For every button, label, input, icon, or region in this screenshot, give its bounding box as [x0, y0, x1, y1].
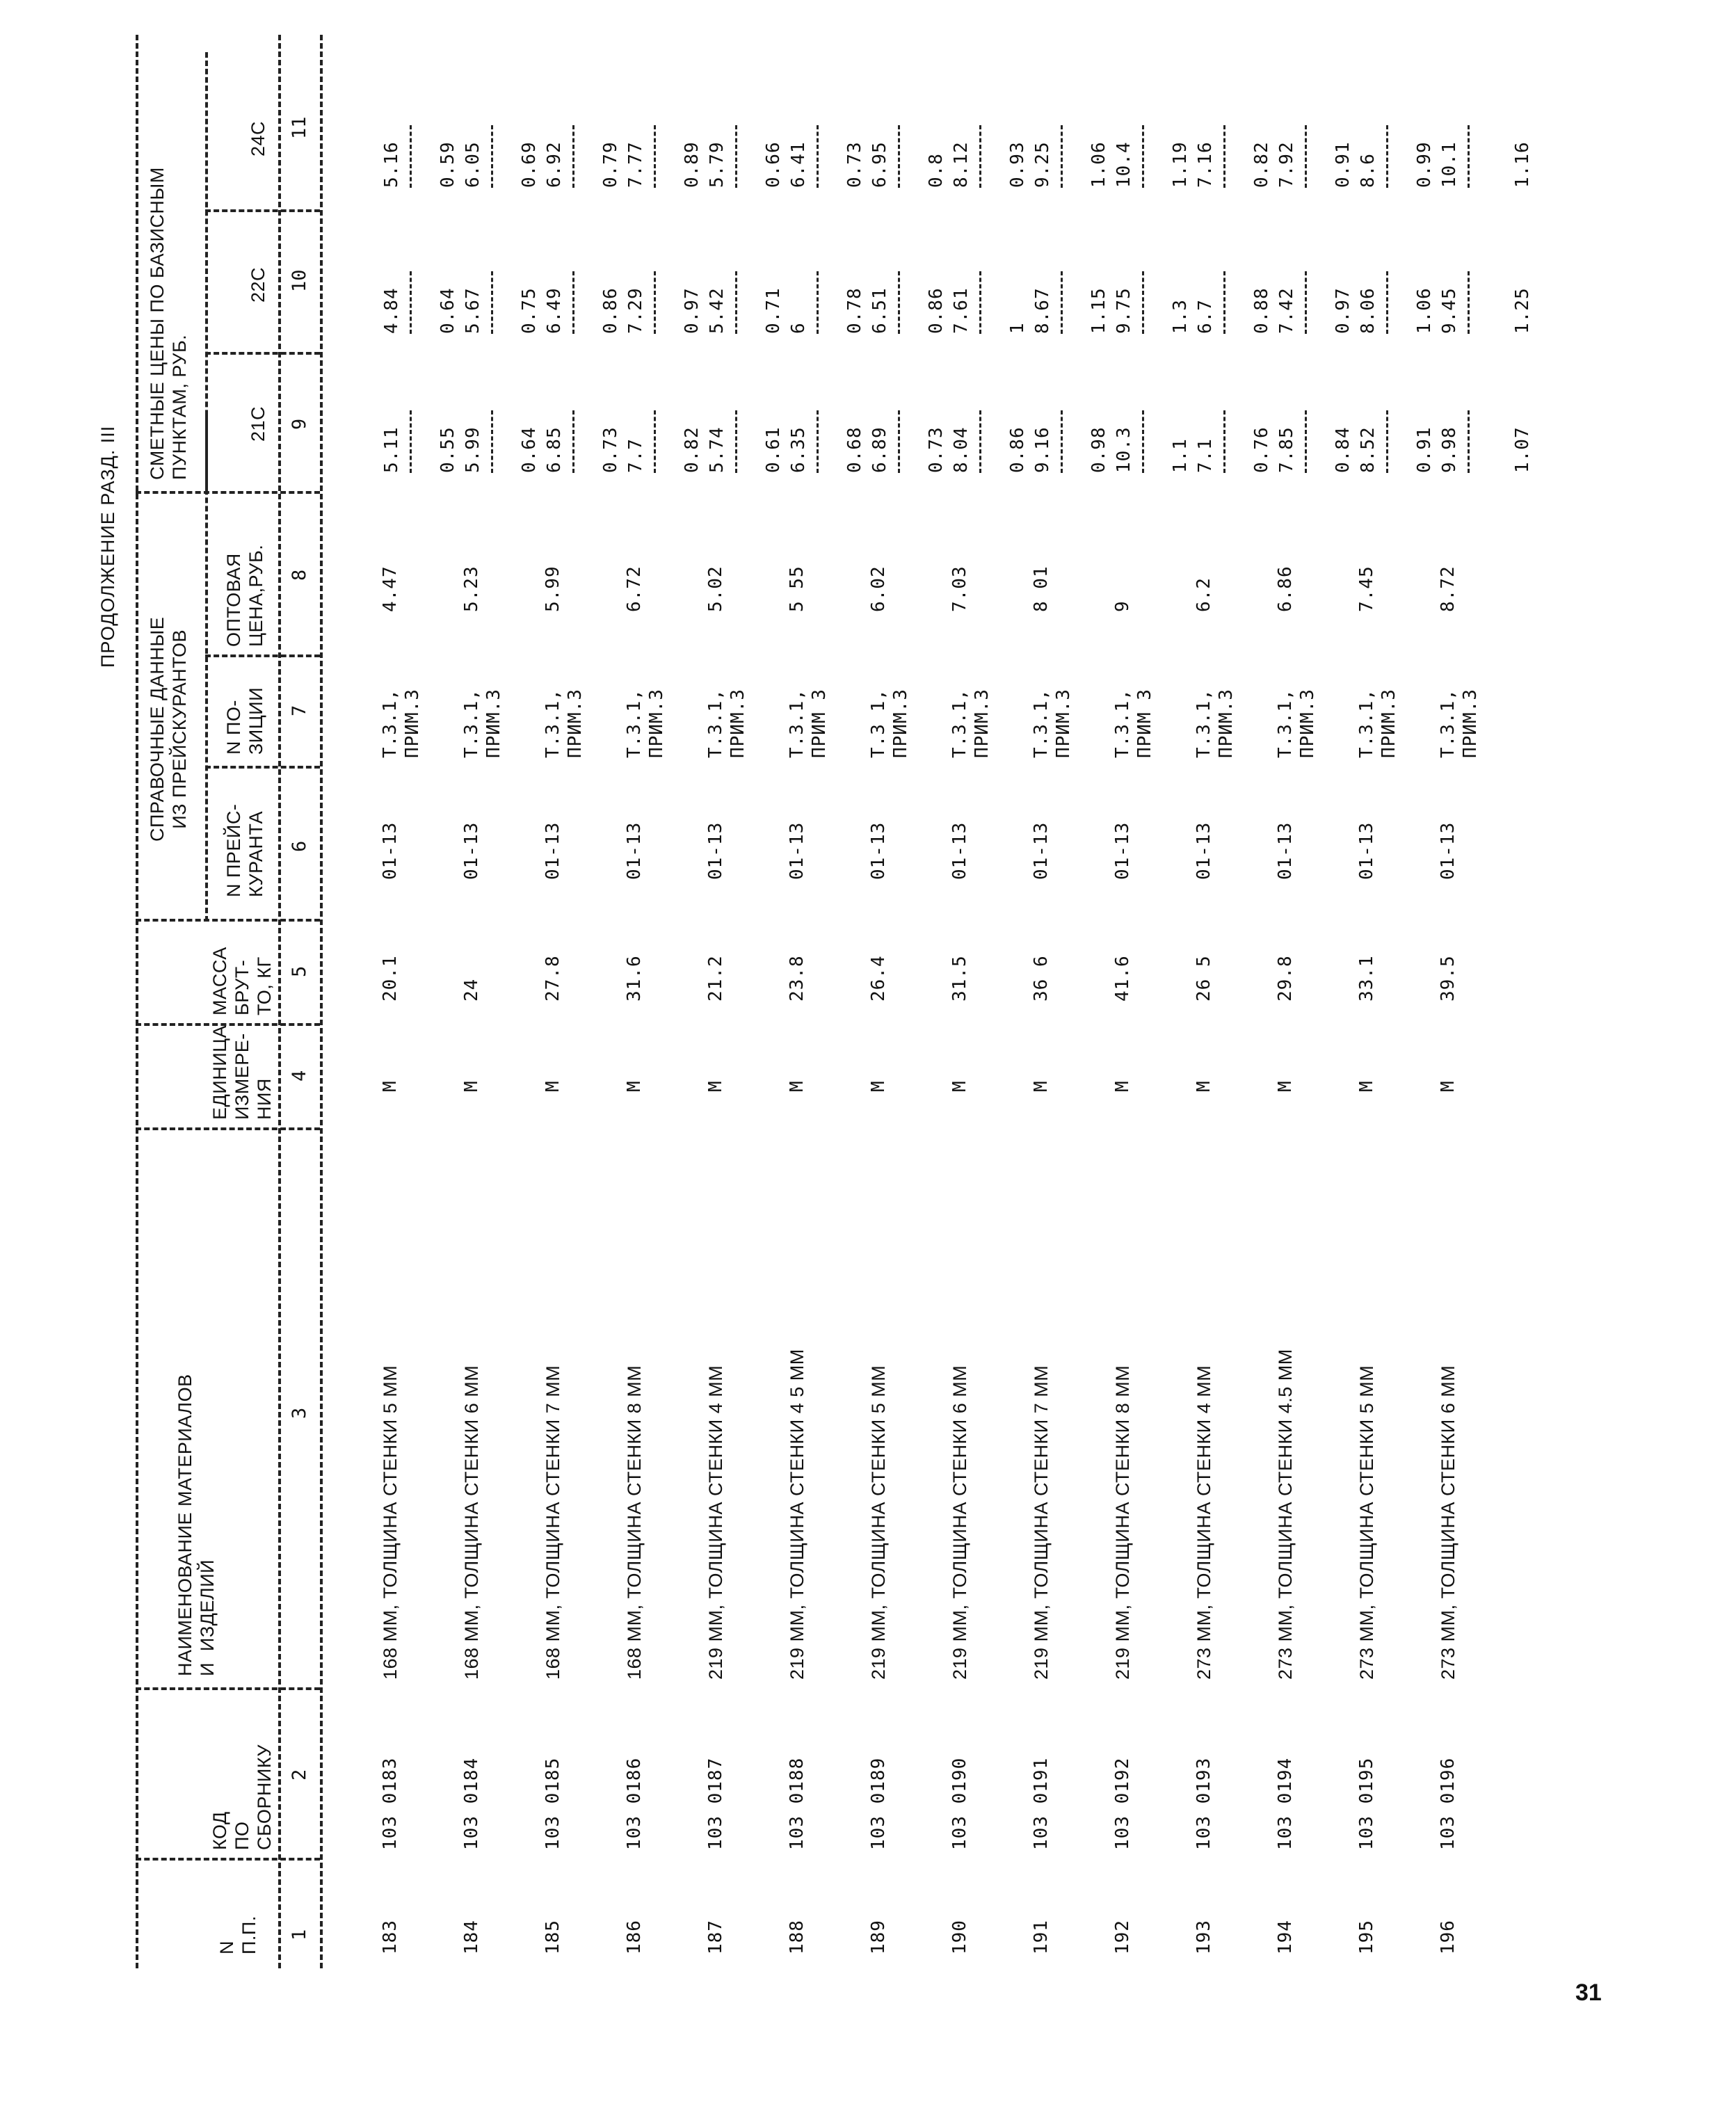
col-header-name: НАИМЕНОВАНИЕ МАТЕРИАЛОВ И ИЗДЕЛИЙ	[175, 1374, 218, 1676]
cell-code: 103 0187	[705, 1757, 726, 1850]
cell-name: 219 ММ, ТОЛЩИНА СТЕНКИ 7 ММ	[1031, 1365, 1052, 1680]
cell-code: 103 0196	[1438, 1757, 1458, 1850]
price-separator	[572, 410, 574, 473]
cell-unit: М	[1275, 1080, 1296, 1092]
cell-price-24c: 1.06 10.4	[1088, 141, 1134, 188]
trailing-price: 1.07	[1512, 426, 1533, 473]
cell-wholesale: 8 01	[1031, 565, 1052, 612]
cell-number: 188	[787, 1920, 807, 1954]
price-separator	[979, 125, 981, 188]
price-separator	[1305, 271, 1307, 334]
cell-price-22c: 1.3 6.7	[1170, 299, 1216, 334]
cell-price-22c: 0.71 6	[763, 287, 809, 334]
cell-price-22c: 0.97 8.06	[1333, 287, 1379, 334]
price-separator	[1061, 410, 1063, 473]
col-number: 4	[289, 1070, 310, 1082]
price-separator	[410, 271, 412, 334]
cell-position: Т.3.1, ПРИМ.3	[949, 689, 992, 758]
cell-price-21c: 0.91 9.98	[1414, 426, 1460, 473]
col-number: 6	[289, 840, 310, 852]
price-separator	[1142, 410, 1144, 473]
cell-name: 219 ММ, ТОЛЩИНА СТЕНКИ 4 5 ММ	[787, 1349, 807, 1680]
cell-position: Т.3.1, ПРИМ.3	[624, 689, 667, 758]
cell-code: 103 0189	[868, 1757, 889, 1850]
col-sep	[136, 1127, 320, 1130]
price-separator	[572, 125, 574, 188]
cell-code: 103 0193	[1194, 1757, 1214, 1850]
price-separator	[1468, 271, 1470, 334]
price-separator	[491, 410, 493, 473]
cell-pricelist: 01-13	[1194, 821, 1214, 880]
cell-mass: 26.4	[868, 955, 889, 1002]
cell-name: 219 ММ, ТОЛЩИНА СТЕНКИ 4 ММ	[705, 1365, 726, 1680]
cell-pricelist: 01-13	[624, 821, 645, 880]
col-number: 11	[289, 116, 310, 139]
cell-position: Т.3.1, ПРИМ.3	[1356, 689, 1399, 758]
cell-position: Т.3.1, ПРИМ.3	[1438, 689, 1481, 758]
col-sep	[205, 654, 320, 657]
cell-pricelist: 01-13	[705, 821, 726, 880]
col-sep	[136, 919, 320, 922]
cell-mass: 36 6	[1031, 955, 1052, 1002]
cell-code: 103 0186	[624, 1757, 645, 1850]
cell-code: 103 0184	[461, 1757, 482, 1850]
cell-price-22c: 0.75 6.49	[519, 287, 565, 334]
trailing-price: 1.25	[1512, 287, 1533, 334]
cell-pricelist: 01-13	[1275, 821, 1296, 880]
cell-position: Т.3.1, ПРИМ.3	[1275, 689, 1318, 758]
price-separator	[735, 271, 737, 334]
price-separator	[1142, 125, 1144, 188]
col-number: 3	[289, 1407, 310, 1419]
price-separator	[898, 410, 900, 473]
col-sep	[205, 352, 320, 355]
cell-price-22c: 1.15 9.75	[1088, 287, 1134, 334]
cell-price-24c: 0.69 6.92	[519, 141, 565, 188]
cell-wholesale: 7.03	[949, 565, 970, 612]
col-number: 2	[289, 1769, 310, 1781]
cell-pricelist: 01-13	[1438, 821, 1458, 880]
cell-number: 194	[1275, 1920, 1296, 1954]
cell-number: 184	[461, 1920, 482, 1954]
cell-price-21c: 0.82 5.74	[682, 426, 728, 473]
cell-code: 103 0188	[787, 1757, 807, 1850]
cell-price-24c: 0.99 10.1	[1414, 141, 1460, 188]
cell-mass: 31.6	[624, 955, 645, 1002]
cell-wholesale: 7.45	[1356, 565, 1377, 612]
cell-number: 191	[1031, 1920, 1052, 1954]
cell-price-21c: 0.55 5.99	[437, 426, 483, 473]
cell-wholesale: 6.2	[1194, 577, 1214, 612]
page-number: 31	[1575, 1979, 1602, 2006]
cell-price-21c: 0.98 10.3	[1088, 426, 1134, 473]
cell-pricelist: 01-13	[787, 821, 807, 880]
cell-price-22c: 1 8.67	[1007, 287, 1053, 334]
cell-position: Т.3.1, ПРИМ.3	[1194, 689, 1237, 758]
cell-code: 103 0183	[380, 1757, 401, 1850]
col-header-position: N ПО- ЗИЦИИ	[223, 687, 266, 755]
cell-price-21c: 0.64 6.85	[519, 426, 565, 473]
cell-position: Т.3.1, ПРИМ.3	[1031, 689, 1074, 758]
cell-name: 168 ММ, ТОЛЩИНА СТЕНКИ 7 ММ	[542, 1365, 563, 1680]
cell-unit: М	[1438, 1080, 1458, 1092]
cell-number: 185	[542, 1920, 563, 1954]
cell-mass: 23.8	[787, 955, 807, 1002]
cell-mass: 26 5	[1194, 955, 1214, 1002]
price-separator	[1386, 271, 1388, 334]
cell-price-21c: 0.68 6.89	[844, 426, 890, 473]
cell-price-22c: 0.97 5.42	[682, 287, 728, 334]
col-header-mass: МАССА БРУТ- ТО, КГ	[209, 947, 275, 1015]
cell-price-22c: 0.88 7.42	[1251, 287, 1297, 334]
cell-pricelist: 01-13	[949, 821, 970, 880]
cell-mass: 41.6	[1112, 955, 1133, 1002]
price-separator	[1305, 410, 1307, 473]
cell-price-24c: 0.91 8.6	[1333, 141, 1379, 188]
price-separator	[979, 271, 981, 334]
cell-unit: М	[1031, 1080, 1052, 1092]
cell-price-21c: 0.84 8.52	[1333, 426, 1379, 473]
cell-wholesale: 5.99	[542, 565, 563, 612]
cell-name: 219 ММ, ТОЛЩИНА СТЕНКИ 8 ММ	[1112, 1365, 1133, 1680]
col-sep	[205, 209, 320, 212]
col-header-code: КОД ПО СБОРНИКУ	[209, 1744, 275, 1850]
cell-price-22c: 4.84	[381, 287, 402, 334]
cell-mass: 24	[461, 978, 482, 1002]
cell-name: 219 ММ, ТОЛЩИНА СТЕНКИ 6 ММ	[949, 1365, 970, 1680]
cell-price-22c: 0.86 7.61	[926, 287, 972, 334]
price-separator	[410, 125, 412, 188]
price-separator	[491, 271, 493, 334]
cell-position: Т.3.1, ПРИМ 3	[1112, 689, 1155, 758]
cell-price-21c: 5.11	[381, 426, 402, 473]
cell-name: 168 ММ, ТОЛЩИНА СТЕНКИ 5 ММ	[380, 1365, 401, 1680]
cell-unit: М	[1112, 1080, 1133, 1092]
cell-pricelist: 01-13	[1031, 821, 1052, 880]
col-sep	[205, 766, 320, 769]
cell-unit: М	[624, 1080, 645, 1092]
cell-code: 103 0185	[542, 1757, 563, 1850]
cell-pricelist: 01-13	[868, 821, 889, 880]
cell-name: 273 ММ, ТОЛЩИНА СТЕНКИ 4.5 ММ	[1275, 1349, 1296, 1680]
cell-position: Т.3.1, ПРИМ.3	[542, 689, 586, 758]
header-note: ПРОДОЛЖЕНИЕ РАЗД. III	[97, 425, 118, 668]
cell-number: 196	[1438, 1920, 1458, 1954]
cell-number: 192	[1112, 1920, 1133, 1954]
price-separator	[979, 410, 981, 473]
price-separator	[817, 271, 819, 334]
col-sep	[136, 491, 320, 494]
cell-name: 273 ММ, ТОЛЩИНА СТЕНКИ 6 ММ	[1438, 1365, 1458, 1680]
cell-number: 195	[1356, 1920, 1377, 1954]
cell-code: 103 0190	[949, 1757, 970, 1850]
column-number-rule	[320, 35, 323, 1968]
col-number: 5	[289, 965, 310, 977]
cell-price-22c: 0.86 7.29	[600, 287, 646, 334]
price-separator	[898, 125, 900, 188]
cell-name: 219 ММ, ТОЛЩИНА СТЕНКИ 5 ММ	[868, 1365, 889, 1680]
col-number: 7	[289, 705, 310, 716]
cell-price-24c: 0.79 7.77	[600, 141, 646, 188]
cell-wholesale: 6.72	[624, 565, 645, 612]
cell-price-22c: 1.06 9.45	[1414, 287, 1460, 334]
cell-mass: 39.5	[1438, 955, 1458, 1002]
cell-unit: М	[542, 1080, 563, 1092]
cell-position: Т.3 1, ПРИМ.3	[868, 689, 911, 758]
cell-mass: 29.8	[1275, 955, 1296, 1002]
cell-position: Т.3.1, ПРИМ.3	[461, 689, 504, 758]
cell-unit: М	[868, 1080, 889, 1092]
price-separator	[1305, 125, 1307, 188]
cell-mass: 27.8	[542, 955, 563, 1002]
price-separator	[654, 410, 656, 473]
cell-pricelist: 01-13	[1356, 821, 1377, 880]
cell-mass: 20.1	[380, 955, 401, 1002]
cell-price-21c: 0.73 7.7	[600, 426, 646, 473]
price-separator	[491, 125, 493, 188]
trailing-price: 1.16	[1512, 141, 1533, 188]
cell-price-21c: 0.61 6.35	[763, 426, 809, 473]
col-header-wholesale: ОПТОВАЯ ЦЕНА,РУБ.	[223, 544, 266, 647]
cell-mass: 31.5	[949, 955, 970, 1002]
table-top-rule	[136, 35, 138, 1968]
cell-price-21c: 0.86 9.16	[1007, 426, 1053, 473]
cell-name: 273 ММ, ТОЛЩИНА СТЕНКИ 4 ММ	[1194, 1365, 1214, 1680]
col-number: 9	[289, 418, 310, 430]
price-separator	[1061, 271, 1063, 334]
price-separator	[1223, 271, 1225, 334]
cell-number: 190	[949, 1920, 970, 1954]
cell-name: 168 ММ, ТОЛЩИНА СТЕНКИ 6 ММ	[461, 1365, 482, 1680]
cell-price-24c: 5.16	[381, 141, 402, 188]
col-number: 10	[289, 269, 310, 292]
price-separator	[1468, 125, 1470, 188]
cell-pricelist: 01-13	[380, 821, 401, 880]
rotated-page	[97, 0, 1697, 1982]
cell-wholesale: 5.02	[705, 565, 726, 612]
cell-number: 183	[380, 1920, 401, 1954]
cell-unit: М	[461, 1080, 482, 1092]
cell-wholesale: 5.23	[461, 565, 482, 612]
price-separator	[735, 125, 737, 188]
price-separator	[898, 271, 900, 334]
cell-wholesale: 6.86	[1275, 565, 1296, 612]
cell-mass: 21.2	[705, 955, 726, 1002]
cell-pricelist: 01-13	[461, 821, 482, 880]
price-separator	[1223, 125, 1225, 188]
cell-number: 189	[868, 1920, 889, 1954]
cell-price-22c: 0.64 5.67	[437, 287, 483, 334]
cell-price-21c: 1.1 7.1	[1170, 438, 1216, 473]
header-bottom-rule	[278, 35, 281, 1968]
price-separator	[1386, 410, 1388, 473]
price-separator	[1386, 125, 1388, 188]
col-number: 8	[289, 569, 310, 581]
price-separator	[817, 410, 819, 473]
cell-pricelist: 01-13	[542, 821, 563, 880]
cell-price-22c: 0.78 6.51	[844, 287, 890, 334]
group-price-rule	[205, 52, 208, 490]
col-header-unit: ЕДИНИЦА ИЗМЕРЕ- НИЯ	[209, 1025, 275, 1120]
price-separator	[654, 125, 656, 188]
cell-wholesale: 5 55	[787, 565, 807, 612]
cell-price-24c: 0.82 7.92	[1251, 141, 1297, 188]
cell-wholesale: 9	[1112, 600, 1133, 612]
cell-unit: М	[380, 1080, 401, 1092]
cell-price-24c: 0.89 5.79	[682, 141, 728, 188]
cell-number: 193	[1194, 1920, 1214, 1954]
cell-number: 187	[705, 1920, 726, 1954]
col-sep	[136, 1858, 320, 1861]
cell-wholesale: 8.72	[1438, 565, 1458, 612]
cell-unit: М	[1194, 1080, 1214, 1092]
col-header-price-group: СМЕТНЫЕ ЦЕНЫ ПО БАЗИСНЫМ ПУНКТАМ, РУБ.	[147, 167, 190, 480]
cell-position: Т.3.1, ПРИМ 3	[787, 689, 830, 758]
cell-code: 103 0192	[1112, 1757, 1133, 1850]
cell-name: 168 ММ, ТОЛЩИНА СТЕНКИ 8 ММ	[624, 1365, 645, 1680]
cell-code: 103 0195	[1356, 1757, 1377, 1850]
price-separator	[410, 410, 412, 473]
price-separator	[817, 125, 819, 188]
cell-price-24c: 1.19 7.16	[1170, 141, 1216, 188]
price-separator	[572, 271, 574, 334]
cell-code: 103 0194	[1275, 1757, 1296, 1850]
col-header-pricelist: N ПРЕЙС- КУРАНТА	[223, 803, 266, 897]
col-sep	[136, 1687, 320, 1690]
cell-code: 103 0191	[1031, 1757, 1052, 1850]
col-header-22c: 22С	[248, 266, 268, 303]
cell-price-21c: 0.73 8.04	[926, 426, 972, 473]
cell-unit: М	[949, 1080, 970, 1092]
price-separator	[735, 410, 737, 473]
cell-wholesale: 6.02	[868, 565, 889, 612]
price-separator	[1468, 410, 1470, 473]
price-separator	[1223, 410, 1225, 473]
cell-price-24c: 0.59 6.05	[437, 141, 483, 188]
cell-position: Т.3.1, ПРИМ.3	[705, 689, 748, 758]
col-header-21c: 21С	[248, 405, 268, 442]
cell-price-21c: 0.76 7.85	[1251, 426, 1297, 473]
cell-price-24c: 0.93 9.25	[1007, 141, 1053, 188]
col-header-num: N П.П.	[216, 1915, 259, 1954]
cell-position: Т.3.1, ПРИМ.3	[380, 689, 423, 758]
cell-price-24c: 0.73 6.95	[844, 141, 890, 188]
cell-mass: 33.1	[1356, 955, 1377, 1002]
cell-price-24c: 0.8 8.12	[926, 141, 972, 188]
price-separator	[654, 271, 656, 334]
cell-unit: М	[787, 1080, 807, 1092]
cell-price-24c: 0.66 6.41	[763, 141, 809, 188]
cell-number: 186	[624, 1920, 645, 1954]
cell-unit: М	[1356, 1080, 1377, 1092]
cell-unit: М	[705, 1080, 726, 1092]
cell-name: 273 ММ, ТОЛЩИНА СТЕНКИ 5 ММ	[1356, 1365, 1377, 1680]
col-header-ref-group: СПРАВОЧНЫЕ ДАННЫЕ ИЗ ПРЕЙСКУРАНТОВ	[147, 616, 190, 842]
col-number: 1	[289, 1929, 310, 1941]
cell-pricelist: 01-13	[1112, 821, 1133, 880]
price-separator	[1142, 271, 1144, 334]
price-separator	[1061, 125, 1063, 188]
col-header-24c: 24С	[248, 120, 268, 156]
cell-wholesale: 4.47	[380, 565, 401, 612]
